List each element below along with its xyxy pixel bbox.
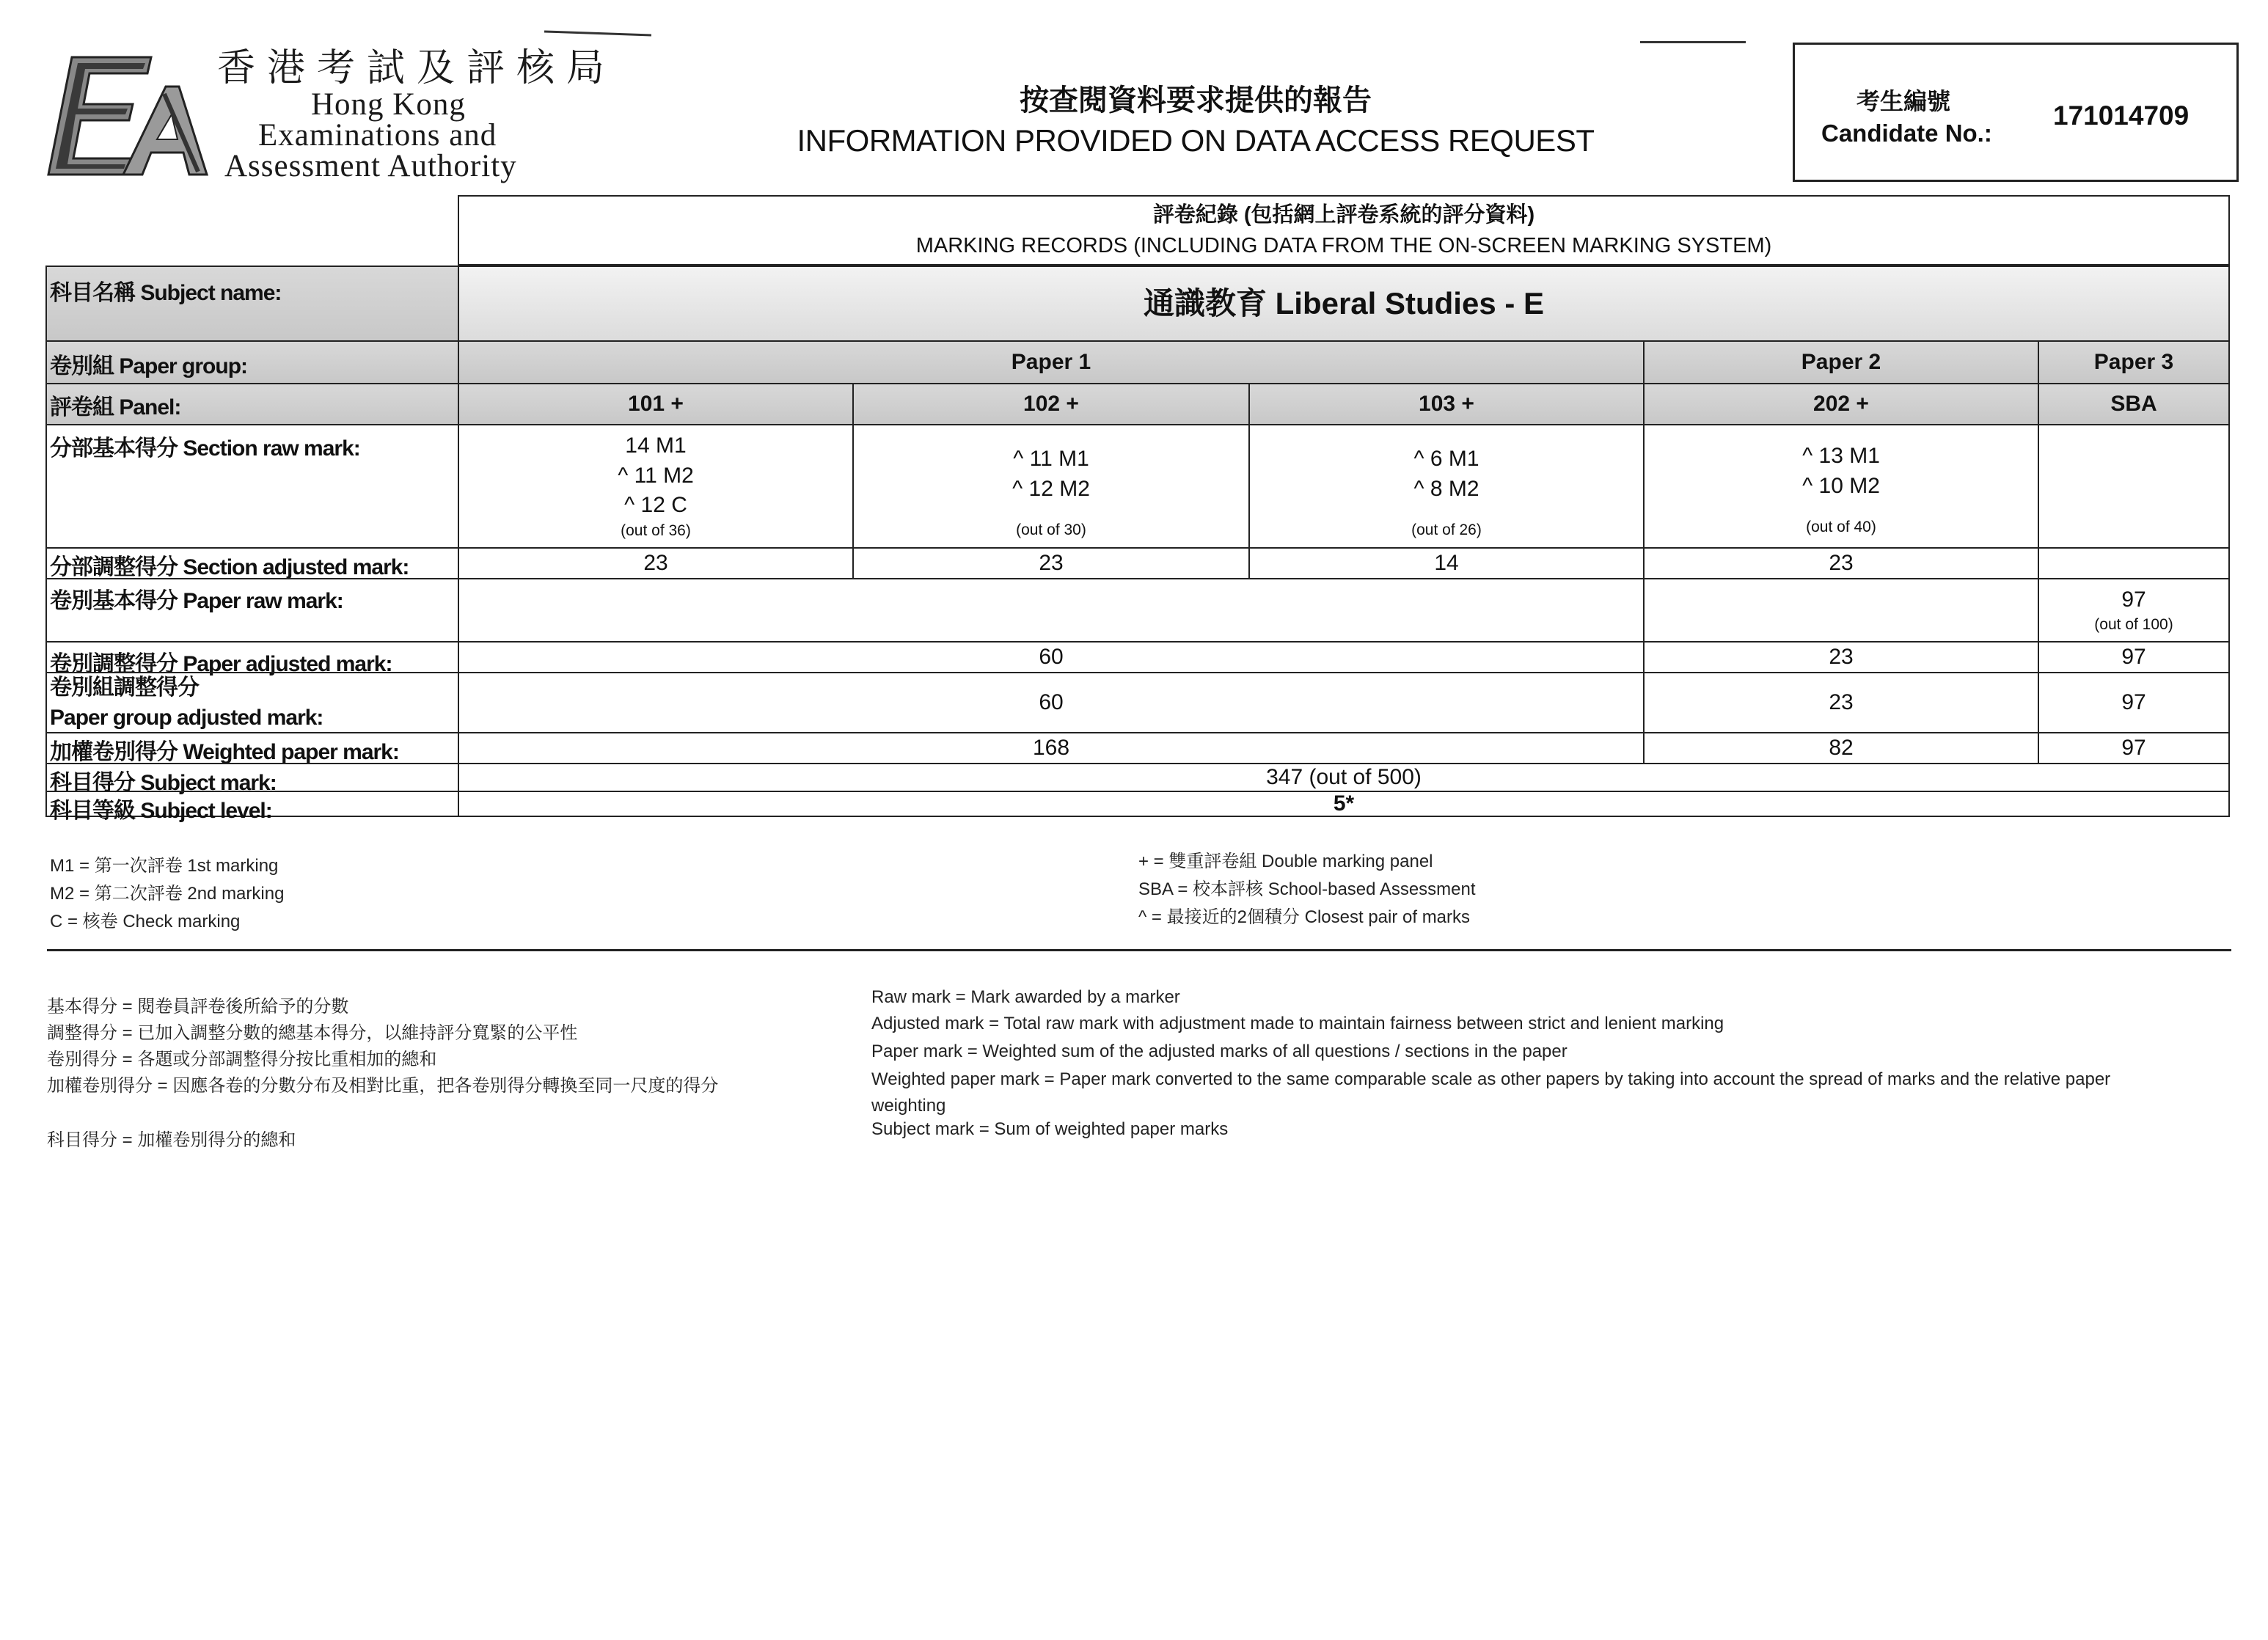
report-title-en: INFORMATION PROVIDED ON DATA ACCESS REQUEST xyxy=(797,123,1595,158)
weighted-paper3: 97 xyxy=(2038,732,2230,764)
weighted-paper1: 168 xyxy=(458,732,1645,764)
marking-records-table xyxy=(45,195,2231,823)
definition-zh-paper: 卷別得分 = 各題或分部調整得分按比重相加的總和 xyxy=(47,1050,437,1069)
org-name-en-line1: Hong Kong xyxy=(311,87,466,122)
label-paper-group: 卷別組 Paper group: xyxy=(45,340,459,384)
group-adjusted-paper2: 23 xyxy=(1643,672,2039,733)
paper-adjusted-paper2: 23 xyxy=(1643,641,2039,673)
paper-group-2: Paper 2 xyxy=(1643,340,2039,384)
pen-mark xyxy=(544,30,651,36)
label-section-adjusted-mark: 分部調整得分 Section adjusted mark: xyxy=(45,547,459,579)
label-paper-group-adjusted-mark: 卷別組調整得分 Paper group adjusted mark: xyxy=(45,672,459,733)
label-paper-adjusted-mark: 卷別調整得分 Paper adjusted mark: xyxy=(45,641,459,673)
divider xyxy=(47,949,2231,951)
panel-202: 202 + xyxy=(1643,383,2039,425)
section-raw-102: ^ 11 M1 ^ 12 M2 (out of 30) xyxy=(852,424,1250,549)
pen-mark xyxy=(1640,41,1746,43)
definition-zh-raw: 基本得分 = 閱卷員評卷後所給予的分數 xyxy=(47,997,349,1017)
legend-closest-pair: ^ = 最接近的2個積分 Closest pair of marks xyxy=(1138,907,1471,927)
records-heading xyxy=(458,195,2230,266)
candidate-label-zh: 考生編號 xyxy=(1857,88,1951,114)
paper-raw-paper1 xyxy=(458,578,1645,643)
candidate-number: 171014709 xyxy=(2053,100,2190,131)
label-panel: 評卷組 Panel: xyxy=(45,383,459,425)
group-adjusted-paper1: 60 xyxy=(458,672,1645,733)
definition-zh-weighted: 加權卷別得分 = 因應各卷的分數分布及相對比重，把各卷別得分轉換至同一尺度的得分 xyxy=(47,1076,719,1096)
section-raw-103: ^ 6 M1 ^ 8 M2 (out of 26) xyxy=(1248,424,1645,549)
org-name-zh: 香港考試及評核局 xyxy=(217,48,617,89)
label-subject-name: 科目名稱 Subject name: xyxy=(45,266,459,342)
definition-en-subject: Subject mark = Sum of weighted paper marks xyxy=(871,1119,1229,1139)
label-subject-level: 科目等級 Subject level: xyxy=(45,791,459,817)
report-title-zh: 按查閱資料要求提供的報告 xyxy=(1020,84,1372,117)
definition-en-paper: Paper mark = Weighted sum of the adjusted marks of all questions / sections in the paper xyxy=(871,1042,1568,1061)
label-section-raw-mark: 分部基本得分 Section raw mark: xyxy=(45,424,459,549)
hkeaa-logo xyxy=(41,43,210,182)
label-subject-mark: 科目得分 Subject mark: xyxy=(45,763,459,792)
panel-sba: SBA xyxy=(2038,383,2230,425)
paper-raw-paper3: 97 (out of 100) xyxy=(2038,578,2230,643)
legend-m2: M2 = 第二次評卷 2nd marking xyxy=(50,884,285,904)
legend-c: C = 核卷 Check marking xyxy=(50,912,241,931)
subject-level-value: 5* xyxy=(458,791,2230,817)
label-paper-raw-mark: 卷別基本得分 Paper raw mark: xyxy=(45,578,459,643)
section-raw-101: 14 M1 ^ 11 M2 ^ 12 C (out of 36) xyxy=(458,424,854,549)
section-adjusted-102: 23 xyxy=(852,547,1250,579)
legend-double-marking: + = 雙重評卷組 Double marking panel xyxy=(1138,852,1433,871)
definition-zh-adjusted: 調整得分 = 已加入調整分數的總基本得分，以維持評分寬緊的公平性 xyxy=(47,1023,578,1043)
label-weighted-paper-mark: 加權卷別得分 Weighted paper mark: xyxy=(45,732,459,764)
subject-name-value: 通識教育 Liberal Studies - E xyxy=(458,266,2230,342)
paper-adjusted-paper1: 60 xyxy=(458,641,1645,673)
org-name-en-line3: Assessment Authority xyxy=(224,149,517,183)
section-raw-sba xyxy=(2038,424,2230,549)
candidate-label-en: Candidate No.: xyxy=(1821,120,1992,147)
legend-sba: SBA = 校本評核 School-based Assessment xyxy=(1138,879,1476,899)
panel-101: 101 + xyxy=(458,383,854,425)
panel-103: 103 + xyxy=(1248,383,1645,425)
section-adjusted-202: 23 xyxy=(1643,547,2039,579)
org-name-en-line2: Examinations and xyxy=(258,118,497,153)
section-adjusted-sba xyxy=(2038,547,2230,579)
subject-mark-value: 347 (out of 500) xyxy=(458,763,2230,792)
candidate-box xyxy=(1793,43,2239,182)
paper-group-1: Paper 1 xyxy=(458,340,1645,384)
definition-en-weighted-cont: weighting xyxy=(871,1096,946,1116)
records-heading-zh: 評卷紀錄 (包括網上評卷系統的評分資料) xyxy=(1152,202,1535,227)
section-adjusted-103: 14 xyxy=(1248,547,1645,579)
section-raw-202: ^ 13 M1 ^ 10 M2 (out of 40) xyxy=(1643,424,2039,549)
records-heading-en: MARKING RECORDS (INCLUDING DATA FROM THE ON-SCREEN MARKING SYSTEM) xyxy=(915,234,1772,257)
legend-m1: M1 = 第一次評卷 1st marking xyxy=(50,856,279,876)
definition-en-weighted: Weighted paper mark = Paper mark converted to the same comparable scale as other papers by taking into account the spread of marks and the relative paper xyxy=(871,1069,2111,1089)
panel-102: 102 + xyxy=(852,383,1250,425)
paper-raw-paper2 xyxy=(1643,578,2039,643)
paper-group-3: Paper 3 xyxy=(2038,340,2230,384)
weighted-paper2: 82 xyxy=(1643,732,2039,764)
section-adjusted-101: 23 xyxy=(458,547,854,579)
definition-en-raw: Raw mark = Mark awarded by a marker xyxy=(871,987,1180,1007)
group-adjusted-paper3: 97 xyxy=(2038,672,2230,733)
paper-adjusted-paper3: 97 xyxy=(2038,641,2230,673)
definition-en-adjusted: Adjusted mark = Total raw mark with adjustment made to maintain fairness between strict and lenient marking xyxy=(871,1014,1724,1033)
definition-zh-subject: 科目得分 = 加權卷別得分的總和 xyxy=(47,1130,296,1150)
